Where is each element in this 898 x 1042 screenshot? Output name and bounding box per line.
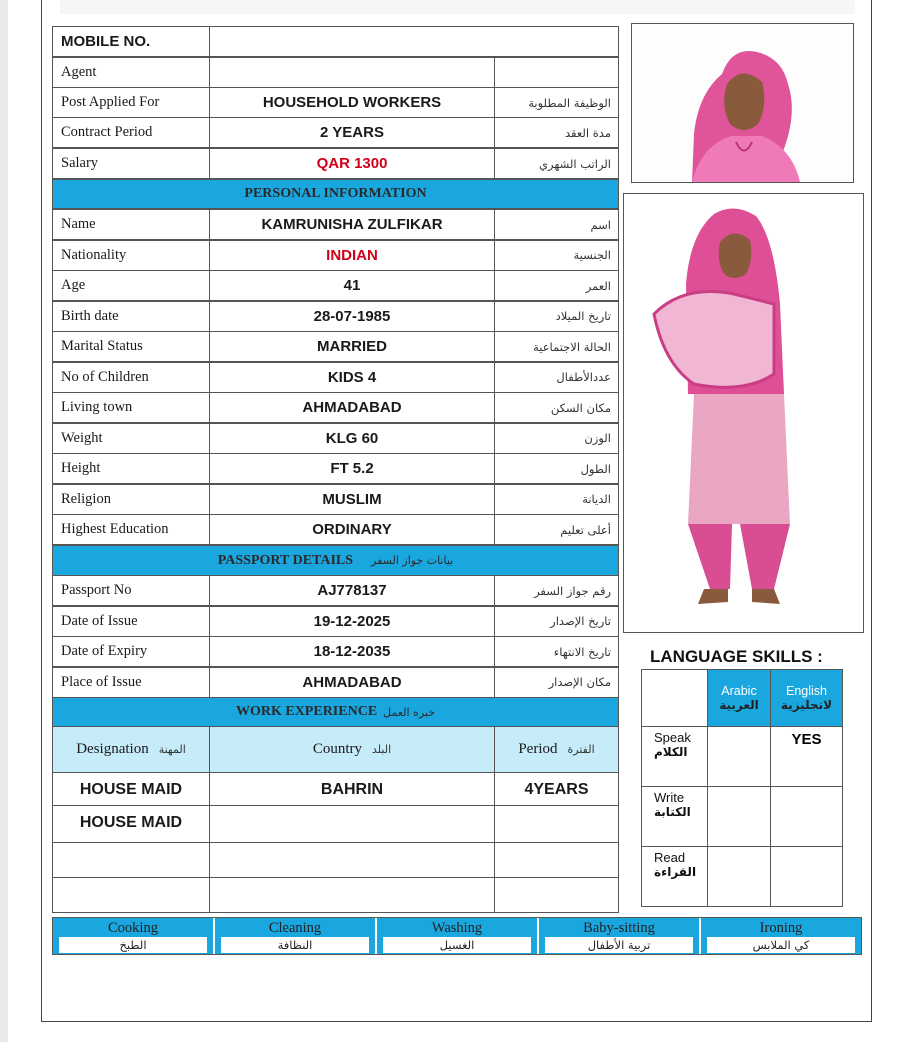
language-skill-label [641, 846, 708, 907]
post-arabic: الوظيفة المطلوبة [494, 87, 619, 118]
personal-row-arabic: العمر [494, 270, 619, 301]
passport-row-arabic: مكان الإصدار [494, 667, 619, 698]
personal-row-value: INDIAN [209, 240, 495, 271]
personal-row-value: KAMRUNISHA ZULFIKAR [209, 209, 495, 240]
duties-bar [52, 917, 862, 955]
work-row-period [494, 805, 619, 843]
personal-row-arabic: تاريخ الميلاد [494, 301, 619, 332]
language-skills-title: LANGUAGE SKILLS : [650, 647, 823, 666]
duty-label-arabic: تربية الأطفال [545, 937, 692, 953]
personal-row-arabic: الحالة الاجتماعية [494, 331, 619, 362]
arabic-column-ar: العربية [719, 698, 759, 712]
english-level-cell: YES [770, 726, 843, 787]
language-skill-en: Read [654, 850, 686, 865]
personal-row-value: KIDS 4 [209, 362, 495, 393]
full-body-portrait-icon [624, 194, 863, 632]
personal-row-value: ORDINARY [209, 514, 495, 545]
personal-row-label: Living town [52, 392, 210, 423]
personal-row-arabic: عددالأطفال [494, 362, 619, 393]
work-row-period [494, 877, 619, 913]
personal-row-label: Height [52, 453, 210, 484]
passport-title: PASSPORT DETAILS [217, 552, 354, 568]
designation-header-arabic: المهنة [158, 743, 186, 756]
duty-item [539, 918, 701, 954]
work-row-period: 4YEARS [494, 772, 619, 806]
language-skill-ar: الكلام [654, 745, 688, 759]
passport-row-label: Place of Issue [52, 667, 210, 698]
work-title: WORK EXPERIENCE [235, 704, 378, 719]
salary-value: QAR 1300 [209, 148, 495, 179]
personal-row-arabic: الجنسية [494, 240, 619, 271]
passport-row-value: AHMADABAD [209, 667, 495, 698]
personal-row-label: No of Children [52, 362, 210, 393]
work-row-country [209, 877, 495, 913]
passport-row-value: 19-12-2025 [209, 606, 495, 637]
arabic-level-cell [707, 726, 771, 787]
duty-label-arabic: النظافة [221, 937, 368, 953]
personal-row-arabic: الوزن [494, 423, 619, 454]
country-header-arabic: البلد [372, 743, 392, 756]
work-row-country: BAHRIN [209, 772, 495, 806]
language-skill-en: Write [654, 790, 685, 805]
personal-row-value: MARRIED [209, 331, 495, 362]
duty-label: Washing [431, 920, 483, 936]
work-row-period [494, 842, 619, 878]
designation-header-label: Designation [76, 741, 149, 757]
work-row-designation [52, 842, 210, 878]
english-column-header [770, 669, 843, 727]
personal-row-value: AHMADABAD [209, 392, 495, 423]
country-header [209, 726, 495, 773]
english-level-cell [770, 846, 843, 907]
duty-item [701, 918, 861, 954]
personal-row-value: 41 [209, 270, 495, 301]
work-row-designation [52, 877, 210, 913]
personal-row-label: Nationality [52, 240, 210, 271]
passport-header [52, 545, 619, 576]
english-level-cell [770, 786, 843, 847]
duty-item [377, 918, 539, 954]
duty-label-arabic: الطبخ [59, 937, 206, 953]
passport-row-label: Passport No [52, 575, 210, 606]
duty-label: Cleaning [268, 920, 322, 936]
personal-row-arabic: اسم [494, 209, 619, 240]
agent-value [209, 57, 495, 88]
personal-row-label: Birth date [52, 301, 210, 332]
work-header [52, 697, 619, 727]
arabic-level-cell [707, 846, 771, 907]
passport-row-value: 18-12-2035 [209, 636, 495, 667]
post-value: HOUSEHOLD WORKERS [209, 87, 495, 118]
arabic-column-header [707, 669, 771, 727]
designation-header [52, 726, 210, 773]
language-skill-label [641, 786, 708, 847]
personal-info-title: PERSONAL INFORMATION [244, 186, 427, 201]
duty-label-arabic: الغسيل [383, 937, 530, 953]
period-header [494, 726, 619, 773]
passport-row-arabic: تاريخ الإصدار [494, 606, 619, 637]
work-title-arabic: خبره العمل [383, 705, 436, 719]
arabic-level-cell [707, 786, 771, 847]
passport-title-arabic: بيانات جواز السفر [371, 554, 454, 567]
personal-row-arabic: أعلى تعليم [494, 514, 619, 545]
language-skill-en: Speak [654, 730, 691, 745]
face-photo [631, 23, 854, 183]
personal-row-label: Marital Status [52, 331, 210, 362]
passport-row-label: Date of Expiry [52, 636, 210, 667]
english-column-ar: لانجليزية [780, 698, 833, 712]
personal-row-arabic: الطول [494, 453, 619, 484]
personal-row-arabic: الديانة [494, 484, 619, 515]
personal-row-value: FT 5.2 [209, 453, 495, 484]
work-row-designation: HOUSE MAID [52, 772, 210, 806]
personal-row-arabic: مكان السكن [494, 392, 619, 423]
work-row-designation: HOUSE MAID [52, 805, 210, 843]
passport-row-value: AJ778137 [209, 575, 495, 606]
arabic-column-en: Arabic [721, 684, 757, 698]
language-skill-label [641, 726, 708, 787]
passport-row-arabic: رقم جواز السفر [494, 575, 619, 606]
personal-row-label: Highest Education [52, 514, 210, 545]
personal-row-value: 28-07-1985 [209, 301, 495, 332]
duty-item [53, 918, 215, 954]
country-header-label: Country [312, 741, 362, 757]
salary-label: Salary [52, 148, 210, 179]
face-portrait-icon [632, 24, 853, 182]
personal-row-label: Age [52, 270, 210, 301]
agent-label: Agent [52, 57, 210, 88]
english-column-en: English [786, 684, 827, 698]
personal-info-header [52, 179, 619, 209]
personal-row-value: MUSLIM [209, 484, 495, 515]
agent-arabic [494, 57, 619, 88]
work-row-country [209, 842, 495, 878]
period-header-label: Period [518, 741, 558, 757]
duty-label: Baby-sitting [583, 920, 655, 936]
post-label: Post Applied For [52, 87, 210, 118]
full-body-photo [623, 193, 864, 633]
language-skill-ar: القراءة [654, 865, 697, 879]
work-row-country [209, 805, 495, 843]
language-skill-ar: الكتابة [654, 805, 691, 819]
duty-item [215, 918, 377, 954]
mobile-label: MOBILE NO. [52, 26, 210, 57]
passport-row-arabic: تاريخ الانتهاء [494, 636, 619, 667]
salary-arabic: الراتب الشهري [494, 148, 619, 179]
duty-label: Cooking [108, 920, 158, 936]
duty-label-arabic: كي الملابس [707, 937, 854, 953]
contract-value: 2 YEARS [209, 117, 495, 148]
personal-row-label: Religion [52, 484, 210, 515]
mobile-value [209, 26, 619, 57]
personal-row-label: Weight [52, 423, 210, 454]
passport-row-label: Date of Issue [52, 606, 210, 637]
duty-label: Ironing [759, 920, 803, 936]
personal-row-label: Name [52, 209, 210, 240]
contract-label: Contract Period [52, 117, 210, 148]
language-corner-cell [641, 669, 708, 727]
personal-row-value: KLG 60 [209, 423, 495, 454]
contract-arabic: مدة العقد [494, 117, 619, 148]
period-header-arabic: الفترة [567, 743, 595, 756]
